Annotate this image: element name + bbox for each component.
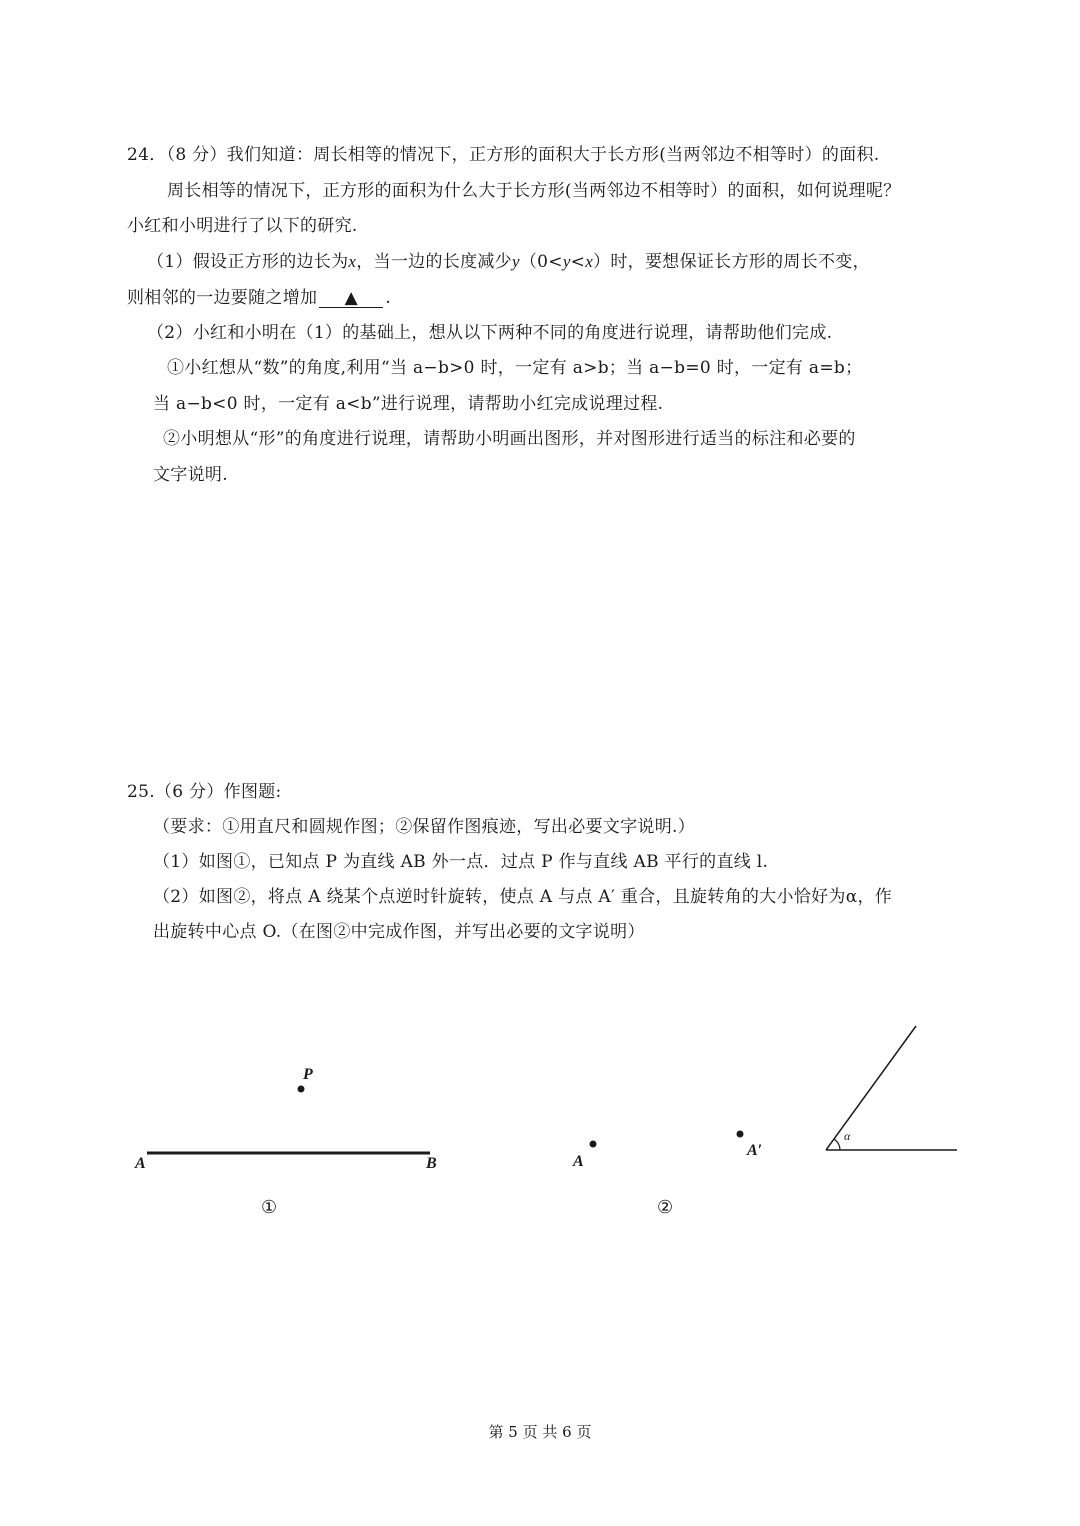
q24-header: 24．（8 分）我们知道：周长相等的情况下，正方形的面积大于长方形(当两邻边不相等时）的面积. [127,145,880,165]
page-footer: 第 5 页 共 6 页 [488,1423,592,1441]
q24-para2: 小红和小明进行了以下的研究. [127,216,358,236]
point-p [298,1086,305,1093]
caption-fig1: ① [261,1197,278,1218]
q24-para1: 周长相等的情况下，正方形的面积为什么大于长方形(当两邻边不相等时）的面积，如何说理呢？ [167,181,901,201]
q25-part2-line1: （2）如图②，将点 A 绕某个点逆时针旋转，使点 A 与点 A′ 重合，且旋转角的大小恰好为α，作 [153,887,893,907]
q25-requirements: （要求：①用直尺和圆规作图；②保留作图痕迹，写出必要文字说明.） [153,817,696,837]
q24-sub1-text-2: ，当一边的长度减少 [356,252,512,272]
label-a-fig1: A [135,1155,146,1172]
label-b: B [426,1155,437,1172]
q24-sub1-text-4: < [570,252,586,272]
q25-header: 25.（6 分）作图题: [127,782,282,802]
q25-part2-line2: 出旋转中心点 O.（在图②中完成作图，并写出必要的文字说明） [153,922,645,942]
angle-arc [834,1139,840,1150]
q24-sub2: （2）小红和小明在（1）的基础上，想从以下两种不同的角度进行说理，请帮助他们完成. [147,323,833,343]
q24-var-y: y [511,252,520,271]
q24-item1-line2: 当 a−b<0 时，一定有 a<b”进行说理，请帮助小红完成说理过程. [153,394,664,414]
q24-sub1-text-5: ）时，要想保证长方形的周长不变， [593,252,870,272]
q25-part1: （1）如图①，已知点 P 为直线 AB 外一点．过点 P 作与直线 AB 平行的直线 l. [153,852,769,872]
q24-sub1-text-3: （0< [519,252,563,272]
q24-sub1-line2-end: . [385,288,392,308]
q24-item2-line2: 文字说明. [153,465,228,485]
label-a-prime: A′ [747,1142,763,1159]
label-a-fig2: A [573,1153,584,1170]
q24-item2-line1: ②小明想从“形”的角度进行说理，请帮助小明画出图形，并对图形进行适当的标注和必要的 [163,429,856,449]
label-alpha: α [844,1129,851,1143]
point-a-prime [737,1131,744,1138]
q24-sub1-text-1: （1）假设正方形的边长为 [147,252,349,272]
label-p: P [303,1066,313,1083]
q24-sub1-line2-text: 则相邻的一边要随之增加 [127,288,318,308]
q24-var-x2: x [585,252,594,271]
q24-item1-line1: ①小红想从“数”的角度,利用“当 a−b>0 时，一定有 a>b；当 a−b=0 时，一定有 a=b； [167,358,863,378]
angle-ray-slanted [826,1026,916,1150]
caption-fig2: ② [657,1197,674,1218]
point-a [590,1141,597,1148]
q24-var-y2: y [562,252,571,271]
q24-var-x: x [348,252,357,271]
answer-blank[interactable]: ▲ [319,289,383,308]
